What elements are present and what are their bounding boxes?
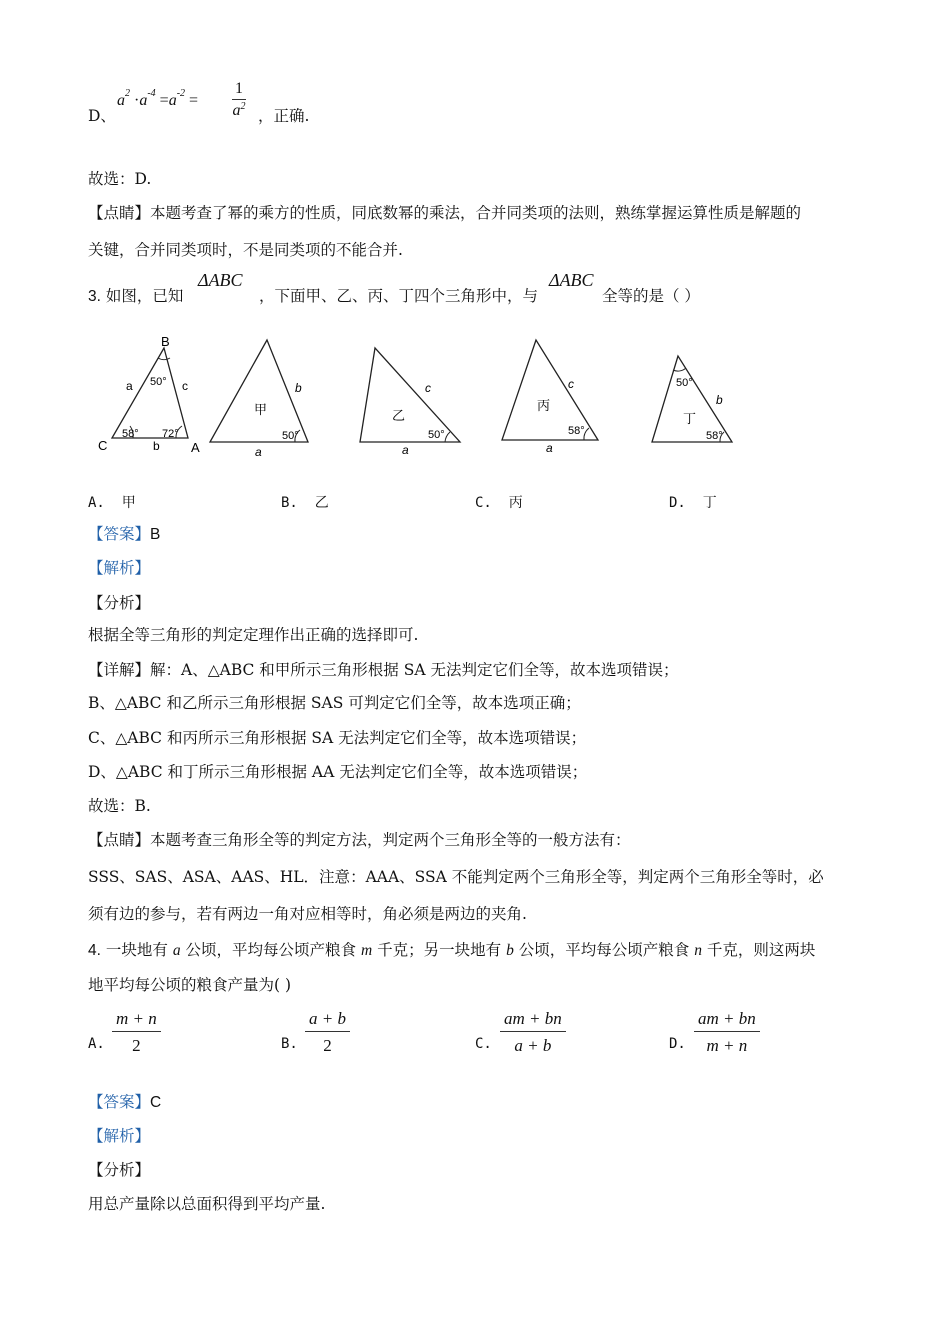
vertex-a: A [191, 440, 200, 455]
q3-triangle-symbol-1: ΔABC [198, 270, 243, 290]
q3-option-a[interactable]: A. 甲 [88, 495, 136, 511]
side-a-label: a [126, 379, 133, 393]
triangle-yi-angle: 50° [428, 429, 445, 441]
q3-fenxi-text: 根据全等三角形的判定定理作出正确的选择即可. [88, 626, 419, 644]
triangle-yi-name: 乙 [392, 408, 406, 423]
q3-comment: 【点睛】本题考查三角形全等的判定方法，判定两个三角形全等的一般方法有： [88, 831, 631, 849]
q3-stem: 3. 如图，已知 [88, 287, 184, 305]
q4-option-b-fraction: $\frac{a + b}{2}$ [305, 1009, 350, 1056]
triangle-ding-name: 丁 [683, 411, 697, 426]
vertex-b: B [161, 334, 170, 349]
q4-stem-cont: 地平均每公顷的粮食产量为( ) [88, 976, 292, 994]
triangle-jia-angle: 50° [282, 430, 299, 442]
triangle-ding-top-arc [673, 368, 686, 371]
q3-option-c[interactable]: C. 丙 [475, 495, 523, 511]
triangle-jia-shape [210, 340, 308, 442]
q4-fenxi-tag: 【分析】 [88, 1161, 151, 1179]
q4-option-a-fraction: $\frac{m + n}{2}$ [112, 1009, 161, 1056]
q2-option-d-verdict: ，正确. [258, 107, 310, 125]
triangle-yi-side-a: a [402, 443, 409, 457]
q3-answer: 【答案】B [88, 525, 161, 543]
q2-option-d-label: D、 [88, 107, 116, 125]
q2-option-d-fraction: 1 $a^2$ [232, 80, 246, 119]
q3-analysis-tag: 【解析】 [88, 559, 151, 577]
q4-option-d-fraction: $\frac{am + bn}{m + n}$ [694, 1009, 760, 1056]
triangle-jia-side-b: b [295, 381, 302, 395]
triangle-yi-side-c: c [425, 381, 431, 395]
angle-c-label: 58° [122, 428, 139, 440]
q3-figure [90, 330, 750, 465]
triangle-bing [502, 340, 598, 455]
q2-comment: 【点睛】本题考查了幂的乘方的性质，同底数幂的乘法，合并同类项的法则，熟练掌握运算性质是解题的 [88, 204, 802, 222]
triangle-bing-angle-arc [584, 428, 589, 440]
q2-option-d [88, 106, 116, 126]
q2-comment-cont: 关键，合并同类项时，不是同类项的不能合并. [88, 241, 403, 259]
triangle-ding-angle-bottom: 58° [706, 430, 723, 442]
q4-analysis-tag: 【解析】 [88, 1127, 151, 1145]
angle-b-arc [158, 358, 170, 360]
angle-b-label: 50° [150, 376, 167, 388]
q3-comment-cont-1: SSS、SAS、ASA、AAS、HL．注意：AAA、SSA 不能判定两个三角形全等，判定两个三角形全等时，必 [88, 868, 824, 886]
q4-option-b-label[interactable]: B. [281, 1036, 298, 1052]
side-b-label: b [153, 439, 160, 453]
q4-stem: 4. 一块地有 a 公顷，平均每公顷产粮食 m 千克；另一块地有 b 公顷，平均每公顷产粮食 n 千克，则这两块 [88, 941, 816, 959]
triangle-jia-name: 甲 [254, 402, 268, 417]
triangle-bing-name: 丙 [537, 398, 551, 413]
q3-conclusion: 故选：B. [88, 797, 151, 815]
triangle-yi-angle-arc [445, 432, 450, 442]
triangle-bing-side-c: c [568, 377, 574, 391]
triangle-jia-side-a: a [255, 445, 262, 459]
q2-option-d-expression: $a^2 \cdot a^{-4} =a^{-2}$ = [117, 88, 199, 109]
triangle-abc-shape [112, 348, 188, 438]
q2-conclusion: 故选：D. [88, 170, 152, 188]
triangle-ding [652, 356, 732, 442]
triangle-bing-side-a: a [546, 441, 553, 455]
q3-stem-end: 全等的是（ ） [602, 287, 700, 305]
q3-fenxi-tag: 【分析】 [88, 594, 151, 612]
triangle-ding-side-b: b [716, 393, 723, 407]
triangle-yi [360, 348, 460, 457]
q4-fenxi-text: 用总产量除以总面积得到平均产量. [88, 1195, 326, 1213]
side-c-label: c [182, 379, 188, 393]
q4-option-a-label[interactable]: A. [88, 1036, 105, 1052]
q4-answer: 【答案】C [88, 1093, 162, 1111]
q4-option-c-label[interactable]: C. [475, 1036, 492, 1052]
q3-detail-1: 【详解】解：A、△ABC 和甲所示三角形根据 SA 无法判定它们全等，故本选项错误； [88, 661, 679, 679]
triangle-ding-angle-top: 50° [676, 377, 693, 389]
q3-option-d[interactable]: D. 丁 [669, 495, 717, 511]
vertex-c: C [98, 438, 108, 453]
q3-option-b[interactable]: B. 乙 [281, 495, 329, 511]
q3-detail-3: C、△ABC 和丙所示三角形根据 SA 无法判定它们全等，故本选项错误； [88, 729, 587, 747]
q4-option-d-label[interactable]: D. [669, 1036, 686, 1052]
triangle-jia [210, 340, 308, 459]
q3-detail-4: D、△ABC 和丁所示三角形根据 AA 无法判定它们全等，故本选项错误； [88, 763, 588, 781]
q3-detail-2: B、△ABC 和乙所示三角形根据 SAS 可判定它们全等，故本选项正确； [88, 694, 581, 712]
triangle-yi-shape [360, 348, 460, 442]
q3-stem-mid: ，下面甲、乙、丙、丁四个三角形中，与 [259, 287, 539, 305]
q4-option-c-fraction: $\frac{am + bn}{a + b}$ [500, 1009, 566, 1056]
angle-a-label: 72° [162, 428, 179, 440]
triangle-abc [98, 334, 200, 455]
q3-triangle-symbol-2: ΔABC [549, 270, 594, 290]
triangle-bing-angle: 58° [568, 425, 585, 437]
q3-comment-cont-2: 须有边的参与，若有两边一角对应相等时，角必须是两边的夹角. [88, 905, 527, 923]
